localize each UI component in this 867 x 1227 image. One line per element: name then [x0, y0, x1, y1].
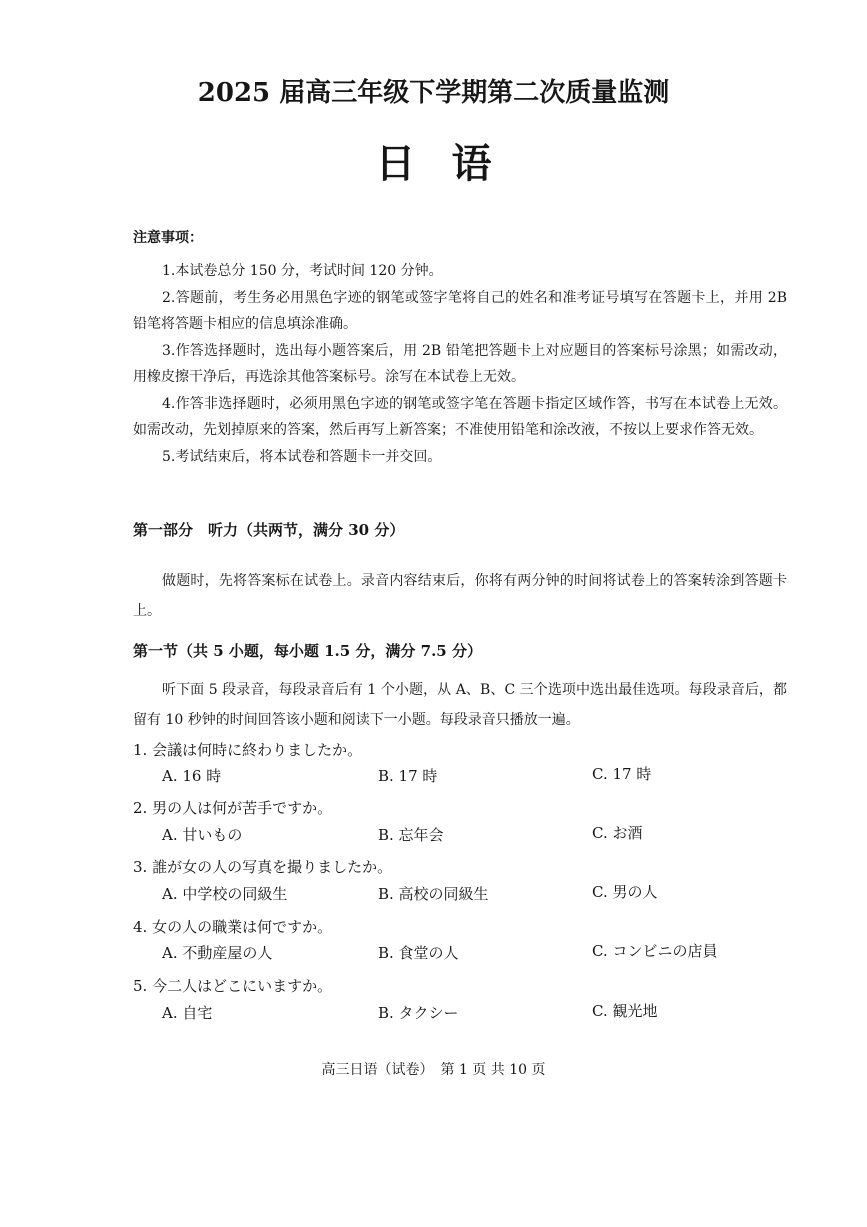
option-c: C. 17 時	[592, 765, 652, 783]
option-b: B. 17 時	[378, 767, 438, 785]
note-item: 3.作答选择题时，选出每小题答案后，用 2B 铅笔把答题卡上对应题目的答案标号涂黑；如需改动，用橡皮擦干净后，再选涂其他答案标号。涂写在本试卷上无效。	[133, 342, 787, 385]
option-a: A. 不動産屋の人	[162, 944, 273, 962]
option-c: C. お酒	[592, 824, 643, 842]
exam-title: 2025 届高三年级下学期第二次质量监测	[197, 78, 670, 108]
option-c: C. 観光地	[592, 1002, 658, 1020]
option-b: B. 食堂の人	[378, 944, 459, 962]
note-item: 2.答题前，考生务必用黑色字迹的钢笔或签字笔将自己的姓名和准考证号填写在答题卡上，并用 2B 铅笔将答题卡相应的信息填涂准确。	[133, 289, 787, 332]
option-c: C. コンビニの店員	[592, 942, 718, 960]
option-a: A. 甘いもの	[162, 826, 243, 844]
part1-heading: 第一部分 听力（共两节，满分 30 分）	[133, 521, 405, 539]
notes-list	[133, 258, 787, 470]
subject-title: 日语	[375, 140, 528, 187]
note-item: 5.考试结束后，将本试卷和答题卡一并交回。	[162, 448, 442, 465]
note-item: 1.本试卷总分 150 分，考试时间 120 分钟。	[162, 263, 443, 279]
question-5: 5. 今二人はどこにいますか。	[133, 977, 333, 995]
option-b: B. タクシー	[378, 1004, 459, 1022]
question-2: 2. 男の人は何が苦手ですか。	[133, 799, 333, 817]
question-1: 1. 会議は何時に終わりましたか。	[133, 741, 363, 759]
question-3: 3. 誰が女の人の写真を撮りましたか。	[133, 858, 393, 876]
notes-heading: 注意事项：	[133, 230, 203, 246]
question-4: 4. 女の人の職業は何ですか。	[133, 918, 333, 936]
option-a: A. 自宅	[162, 1004, 213, 1022]
option-b: B. 高校の同級生	[378, 885, 489, 903]
section1-instruction: 听下面 5 段录音，每段录音后有 1 个小题，从 A、B、C 三个选项中选出最佳选项。每段录音后，都留有 10 秒钟的时间回答该小题和阅读下一小题。每段录音只播放一遍。	[133, 682, 787, 728]
part1-instruction: 做题时，先将答案标在试卷上。录音内容结束后，你将有两分钟的时间将试卷上的答案转涂到答题卡上。	[133, 573, 787, 619]
note-item: 4.作答非选择题时，必须用黑色字迹的钢笔或签字笔在答题卡指定区域作答，书写在本试卷上无效。如需改动，先划掉原来的答案，然后再写上新答案；不准使用铅笔和涂改液，不按以上要求作答无效。	[133, 395, 787, 438]
option-b: B. 忘年会	[378, 826, 444, 844]
option-c: C. 男の人	[592, 883, 658, 901]
option-a: A. 16 時	[162, 767, 222, 785]
option-a: A. 中学校の同級生	[162, 885, 288, 903]
page-footer: 高三日语（试卷） 第 1 页 共 10 页	[321, 1062, 546, 1078]
section1-heading: 第一节（共 5 小题，每小题 1.5 分，满分 7.5 分）	[133, 642, 482, 660]
